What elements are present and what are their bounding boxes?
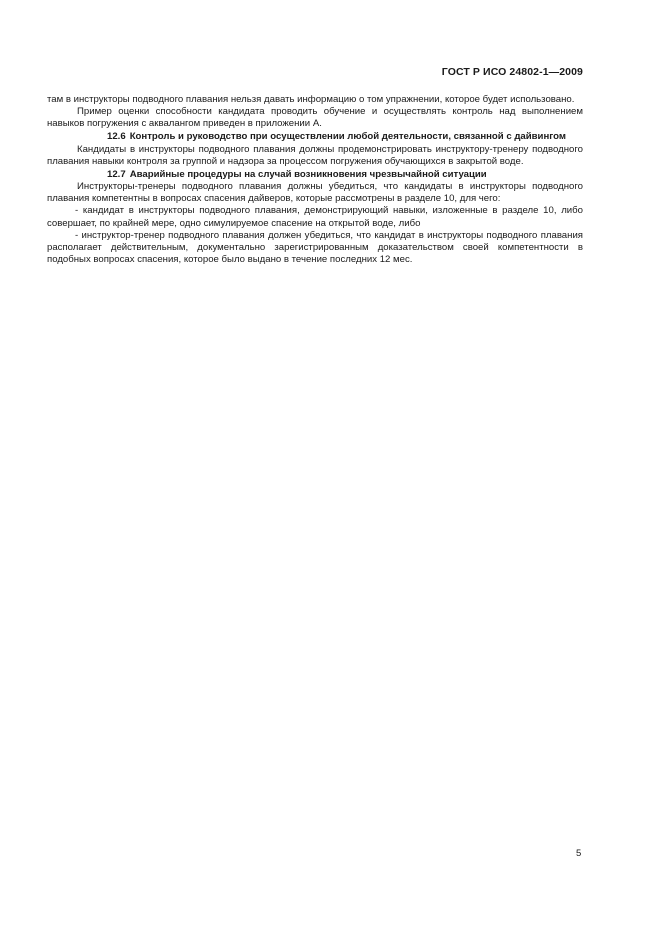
- paragraph: там в инструкторы подводного плавания нельзя давать информацию о том упражнении, которое будет использовано.: [47, 94, 575, 105]
- section-number: 12.7: [107, 168, 126, 180]
- standard-header: ГОСТ Р ИСО 24802-1—2009: [441, 66, 583, 78]
- paragraph: Кандидаты в инструкторы подводного плавания должны продемонстрировать инструктору-тренеру подводного плавания навыки контроля за группой и надзора за процессом погружения обучающихся в закрытой воде.: [47, 143, 583, 167]
- document-body: [47, 94, 583, 266]
- section-heading-12-6: [47, 131, 583, 143]
- section-title: Аварийные процедуры на случай возникновения чрезвычайной ситуации: [129, 168, 487, 180]
- section-heading-12-7: [47, 169, 583, 181]
- paragraph: Пример оценки способности кандидата проводить обучение и осуществлять контроль над выполнением навыков погружения с аквалангом приведен в приложении А.: [47, 106, 583, 130]
- paragraph: Инструкторы-тренеры подводного плавания должны убедиться, что кандидаты в инструкторы подводного плавания компетентны в вопросах спасения дайверов, которые рассмотрены в разделе 10, для чего:: [47, 181, 583, 205]
- list-item: - кандидат в инструкторы подводного плавания, демонстрирующий навыки, изложенные в разделе 10, либо совершает, по крайней мере, одно симулируемое спасение на открытой воде, либо: [47, 205, 583, 229]
- section-title: Контроль и руководство при осуществлении любой деятельности, связанной с дайвингом: [129, 131, 566, 143]
- section-number: 12.6: [107, 131, 126, 143]
- page-number: 5: [576, 848, 582, 859]
- list-item: - инструктор-тренер подводного плавания должен убедиться, что кандидат в инструкторы подводного плавания располагает действительным, документально зарегистрированным доказательством своей компетентности в подобных вопросах спасения, которое было выдано в течение последних 12 мес.: [47, 229, 583, 266]
